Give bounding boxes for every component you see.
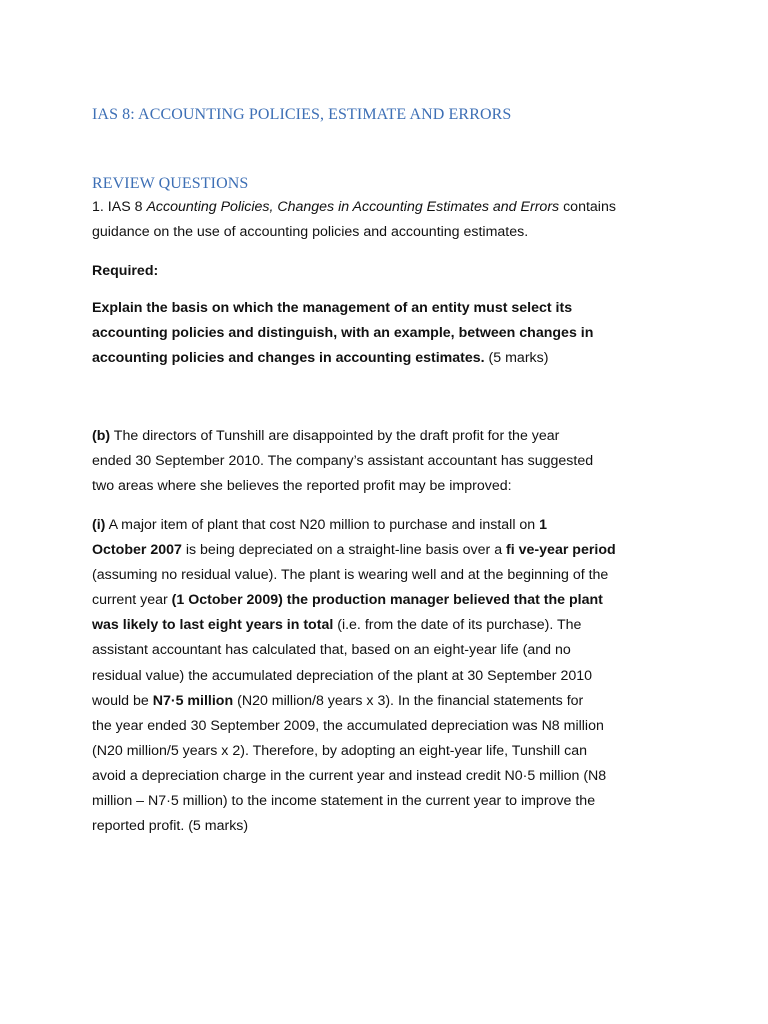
standard-name: Accounting Policies, Changes in Accounting Estimates and Errors	[146, 199, 560, 215]
question-1-instruction: Explain the basis on which the management of an entity must select its accounting policies and distinguish, with an example, between changes in accounting policies and changes in accounting estimates. (5 marks)	[92, 300, 594, 367]
required-label: Required:	[92, 263, 159, 279]
question-1-line-2: guidance on the use of accounting policies and accounting estimates.	[92, 224, 529, 241]
question-1-line-1: 1. IAS 8 Accounting Policies, Changes in Accounting Estimates and Errors contains	[92, 199, 616, 215]
marks: (5 marks)	[484, 350, 549, 367]
section-heading-review-questions: REVIEW QUESTIONS	[92, 175, 249, 192]
part-i-label: (i)	[92, 517, 106, 533]
part-i-paragraph: (i) A major item of plant that cost N20 million to purchase and install on 1 October 2007 is being depreciated on a straight-line basis over a fi ve-year period (assuming no residual value). The plant is wearing well and at the beginning of the current year (1 October 2009) the production manager believed that the plant was likely to last eight years in total (i.e. from the date of its purchase). The assistant accountant has calculated that, based on an eight-year life (and no residual value) the accumulated depreciation of the plant at 30 September 2010 would be N7·5 million (N20 million/8 years x 3). In the financial statements for the year ended 30 September 2009, the accumulated depreciation was N8 million (N20 million/5 years x 2). Therefore, by adopting an eight-year life, Tunshill can avoid a depreciation charge in the current year and instead credit N0·5 million (N8 million – N7·5 million) to the income statement in the current year to improve the reported profit. (5 marks)	[92, 517, 616, 835]
document-title: IAS 8: ACCOUNTING POLICIES, ESTIMATE AND ERRORS	[92, 106, 512, 123]
part-b-paragraph: (b) The directors of Tunshill are disappointed by the draft profit for the year ended 30 September 2010. The company’s assistant accountant has suggested two areas where she believes the reported profit may be improved:	[92, 428, 594, 495]
part-b-label: (b)	[92, 428, 111, 444]
question-1-intro	[92, 195, 692, 245]
question-number: 1.	[92, 199, 104, 215]
